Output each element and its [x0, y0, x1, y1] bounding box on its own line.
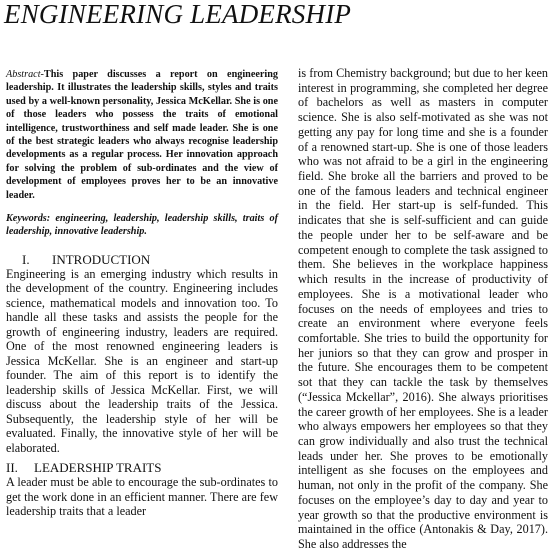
- right-column-paragraph: is from Chemistry background; but due to her keen interest in programming, she completed her degree of bachelors as well as masters in computer science. She is also self-motivated as she was not getting any pay for long time and she is a founder of a renowned start-up. She is one of those leaders who was not afraid to be a girl in the engineering field. She broke all the barriers and proved to be one of the famous leaders and technical engineer in the field. Her start-up is self-funded. This indicates that she is self-sufficient and can guide the people under her to be self-aware and be competent enough to complete the task assigned to them. She believes in the workplace happiness which results in the increase of productivity of employees. She is a motivational leader who focuses on the needs of employees and tries to create an environment where everyone feels comfortable. She tries to build the opportunity for her juniors so that they can grow and prosper in the future. She encourages them to be competent sot that they can tackle the task by themselves (“Jessica Mckellar”, 2016). She always prioritises the career growth of her employees. She is a leader who always empowers her employees so that they can grow individually and also trust the technical leads under her. She proves to be emotionally intelligent as she focuses on the employees and human, not only in the profit of the company. She focuses on the employee’s day to day and year to year growth so that the productive environment is maintained in the office (Antonakis & Day, 2017). She also addresses the: [298, 66, 548, 551]
- abstract-lead: Abstract-: [6, 69, 44, 80]
- section-title: LEADERSHIP TRAITS: [34, 460, 162, 476]
- abstract-text: This paper discusses a report on engineering leadership. It illustrates the leadership skills, styles and traits used by a well-known personality, Jessica McKellar. She is one of those leaders who possess the traits of emotional intelligence, trustworthiness and self made leader. She is one of the best strategic leaders who always recognise leadership developments as a regular process. Her innovation approach for solving the problem of sub-ordinates and the view of development of employees proves her to be an innovative leader.: [6, 69, 278, 201]
- keywords: Keywords: engineering, leadership, leadership skills, traits of leadership, innovative leadership.: [6, 213, 278, 238]
- right-column: [298, 66, 548, 552]
- section-number: I.: [22, 251, 30, 267]
- section-heading-leadership-traits: [6, 461, 278, 475]
- section-heading-introduction: [6, 253, 278, 267]
- left-column: [6, 68, 278, 519]
- introduction-paragraph: Engineering is an emerging industry which results in the development of the country. Engineering includes science, mathematical models and innovation too. To handle all these tasks and assists the people for the growth of engineering industry, leaders are required. One of the most renowned engineering leaders is Jessica McKellar. She is an engineer and start-up founder. The aim of this report is to identify the leadership skills of Jessica McKellar. First, we will discuss about the leadership traits of the Jessica. Subsequently, the leadership style of her will be evaluated. Finally, the innovative style of her will be elaborated.: [6, 266, 278, 455]
- leadership-traits-paragraph: A leader must be able to encourage the sub-ordinates to get the work done in an efficient manner. There are few leadership traits that a leader: [6, 475, 278, 519]
- paper-title: ENGINEERING LEADERSHIP: [4, 0, 352, 29]
- abstract: [6, 68, 278, 202]
- section-number: II.: [6, 460, 18, 476]
- section-title: INTRODUCTION: [52, 251, 151, 267]
